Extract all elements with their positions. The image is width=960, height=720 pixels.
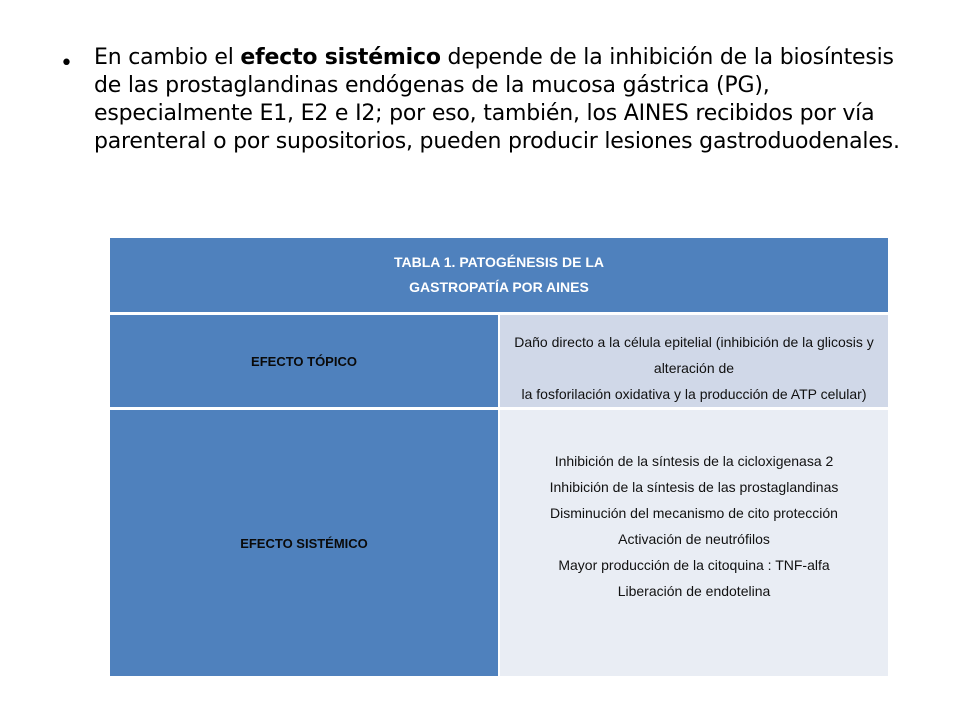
content-line: Mayor producción de la citoquina : TNF-alfa (558, 557, 830, 573)
content-line: Disminución del mecanismo de cito protección (550, 505, 838, 521)
bullet-marker: • (60, 51, 73, 76)
row-content-topico (499, 314, 888, 409)
pathogenesis-table (110, 238, 888, 676)
content-line: Liberación de endotelina (617, 583, 771, 599)
content-line: Daño directo a la célula epitelial (inhibición de la glicosis y alteración de (514, 334, 874, 376)
content-line: la fosforilación oxidativa y la producción de ATP celular) (521, 386, 867, 402)
content-line: Activación de neutrófilos (618, 531, 770, 547)
content-line: Inhibición de la síntesis de las prostaglandinas (549, 479, 839, 495)
table-title (110, 238, 888, 314)
table-row-topico (110, 314, 888, 409)
content-line: Inhibición de la síntesis de la cicloxigenasa 2 (554, 453, 834, 469)
row-label-sistemico: EFECTO SISTÉMICO (110, 409, 499, 677)
table-title-line-2: GASTROPATÍA POR AINES (409, 279, 589, 295)
table-title-row (110, 238, 888, 314)
bullet-text-after: depende de la inhibición de la biosíntesis de las prostaglandinas endógenas de la mucosa gástrica (PG), especialmente E1, E2 e I2; por eso, también, los AINES recibidos por vía parenteral o por supositorios, pueden producir lesiones gastroduodenales. (94, 45, 900, 154)
row-content-sistemico (499, 409, 888, 677)
bullet-paragraph (60, 44, 920, 156)
bullet-text-before: En cambio el (94, 45, 241, 70)
table-title-line-1: TABLA 1. PATOGÉNESIS DE LA (393, 254, 605, 270)
row-label-topico: EFECTO TÓPICO (110, 314, 499, 409)
bullet-text (94, 44, 920, 156)
bullet-emphasis: efecto sistémico (240, 45, 441, 70)
table-row-sistemico (110, 409, 888, 677)
